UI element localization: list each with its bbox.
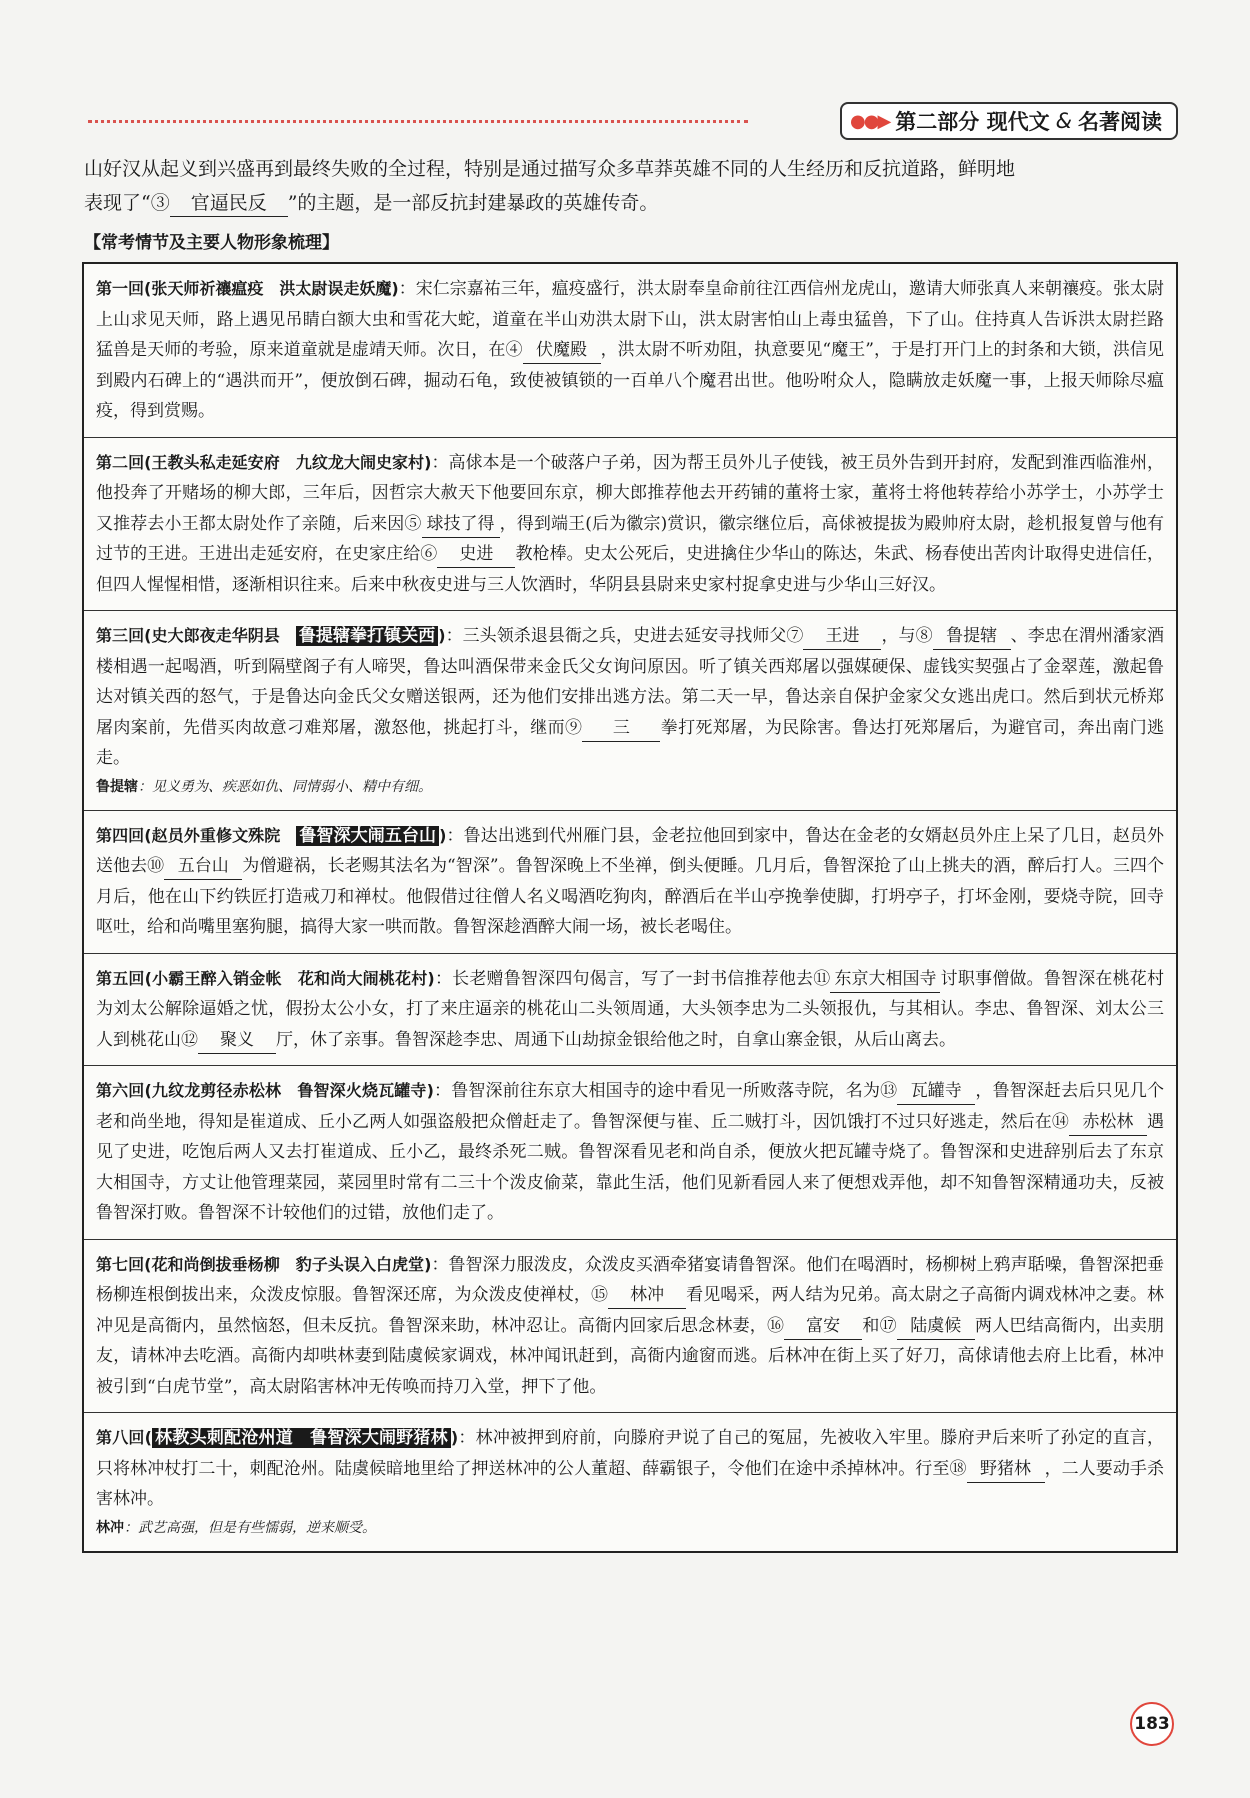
chapter-title: 第五回(小霸王醉入销金帐 花和尚大闹桃花村) [96,968,435,988]
chapter-text: ，与⑧ [881,626,933,646]
chapter-title-highlight: 林教头刺配沧州道 鲁智深大闹野猪林 [152,1428,451,1448]
arrow-icon: ●●▶ [850,110,890,132]
intro-paragraph [84,152,1174,220]
note-text: ：见义勇为、疾恶如仇、同情弱小、精中有细。 [138,778,432,795]
chapter-text: 讨职事僧做。鲁智深在桃花村为刘太公解除逼婚之忧，假扮太公小女，打了来庄逼亲的桃花山二头领周通，大头领李忠为二头领报仇，与其相认。李忠、鲁智深、刘太公三人到桃花山⑫ [96,968,1164,1050]
chapter-5 [84,954,1176,1067]
blank-13: 瓦罐寺 [897,1078,975,1105]
header-label: 第二部分 现代文 [895,110,1050,134]
note-text: ：武艺高强，但是有些懦弱，逆来顺受。 [124,1519,376,1536]
chapter-text: 教枪棒。史太公死后，史进擒住少华山的陈达，朱武、杨春使出苦肉计取得史进信任，但四人惺惺相惜，逐渐相识往来。后来中秋夜史进与三人饮酒时，华阴县县尉来史家村捉拿史进与少华山三好汉。 [96,544,1165,595]
blank-3: 官逼民反 [170,190,288,217]
chapter-table [82,262,1178,1553]
chapter-text: ：林冲被押到府前，向滕府尹说了自己的冤屈，先被收入牢里。滕府尹后来听了孙定的直言，只将林冲杖打二十，刺配沧州。陆虞候暗地里给了押送林冲的公人董超、薛霸银子，令他们在途中杀掉林冲。行至⑱ [96,1428,1165,1479]
blank-18: 野猪林 [967,1456,1045,1483]
chapter-text: 厅，休了亲事。鲁智深趁李忠、周通下山劫掠金银给他之时，自拿山寨金银，从后山离去。 [276,1029,956,1050]
chapter-text: 和⑰ [862,1315,897,1336]
chapter-title: 第三回(史大郎夜走华阴县 [96,626,296,645]
blank-6: 史进 [437,541,515,568]
chapter-text: 拳打死郑屠，为民除害。鲁达打死郑屠后，为避官司，奔出南门逃走。 [96,717,1165,768]
chapter-title-end: ) [439,825,447,845]
chapter-4 [84,811,1176,954]
note-label: 林冲 [96,1519,124,1536]
blank-4: 伏魔殿 [523,337,601,364]
blank-17: 陆虞候 [897,1313,975,1340]
chapter-7 [84,1240,1176,1414]
chapter-text: ，洪太尉不听劝阻，执意要见“魔王”，于是打开门上的封条和大锁，洪信见到殿内石碑上的“遇洪而开”，便放倒石碑，掘动石龟，致使被镇锁的一百单八个魔君出世。他吩咐众人，隐瞒放走妖魔一事，上报天师除尽瘟疫，得到赏赐。 [96,340,1164,421]
character-note [96,774,1164,800]
chapter-title: 第一回(张天师祈禳瘟疫 洪太尉误走妖魔) [96,279,399,298]
blank-5: 球技了得 [422,511,500,538]
chapter-text: ：宋仁宗嘉祐三年，瘟疫盛行，洪太尉奉皇命前往江西信州龙虎山，邀请大师张真人来朝禳疫。张太尉上山求见天师，路上遇见吊睛白额大虫和雪花大蛇，道童在半山劝洪太尉下山，洪太尉害怕山上毒虫猛兽，下了山。住持真人告诉洪太尉拦路猛兽是天师的考验，原来道童就是虚靖天师。次日，在④ [96,279,1164,360]
chapter-text: 为僧避祸，长老赐其法名为“智深”。鲁智深晚上不坐禅，倒头便睡。几月后，鲁智深抢了山上挑夫的酒，醉后打人。三四个月后，他在山下约铁匠打造戒刀和禅杖。他假借过往僧人名义喝酒吃狗肉，醉酒后在半山亭挽拳使脚，打坍亭子，打坏金刚，要烧寺院，回寺呕吐，给和尚嘴里塞狗腿，搞得大家一哄而散。鲁智深趁酒醉大闹一场，被长老喝住。 [96,856,1164,937]
chapter-text: ：长老赠鲁智深四句偈言，写了一封书信推荐他去⑪ [434,968,831,989]
chapter-text: ：鲁智深力服泼皮，众泼皮买酒牵猪宴请鲁智深。他们在喝酒时，杨柳树上鸦声聒噪，鲁智深把垂杨柳连根倒拔出来，众泼皮惊服。鲁智深还席，为众泼皮使禅杖，⑮ [96,1254,1164,1305]
chapter-text: 遇见了史进，吃饱后两人又去打崔道成、丘小乙，最终杀死二贼。鲁智深看见老和尚自杀，便放火把瓦罐寺烧了。鲁智深和史进辞别后去了东京大相国寺，方丈让他管理菜园，菜园里时常有二三十个泼皮偷菜，靠此生活，他们见新看园人来了便想戏弄他，却不知鲁智深精通功夫，反被鲁智深打败。鲁智深不计较他们的过错，放他们走了。 [96,1111,1165,1223]
blank-11: 东京大相国寺 [830,966,940,993]
chapter-text: ：高俅本是一个破落户子弟，因为帮王员外儿子使钱，被王员外告到开封府，发配到淮西临淮州，他投奔了开赌场的柳大郎，三年后，因哲宗大赦天下他要回东京，柳大郎推荐他去开药铺的董将士家，董将士将他转荐给小苏学士，小苏学士又推荐去小王都太尉处作了亲随，后来因⑤ [96,452,1164,534]
chapter-text: 看见喝采，两人结为兄弟。高太尉之子高衙内调戏林冲之妻。林冲见是高衙内，虽然恼怒，但未反抗。鲁智深来助，林冲忍让。高衙内回家后思念林妻，⑯ [96,1285,1165,1336]
chapter-1 [84,264,1176,438]
blank-8: 鲁提辖 [933,623,1011,650]
page-header [88,100,1178,140]
blank-14: 赤松林 [1069,1109,1147,1136]
header-dotted-rule [88,120,748,123]
chapter-text: 、李忠在渭州潘家酒楼相遇一起喝酒，听到隔壁阁子有人啼哭，鲁达叫酒保带来金氏父女询问原因。听了镇关西郑屠以强媒硬保、虚钱实契强占了金翠莲，激起鲁达对镇关西的怒气，于是鲁达向金氏父女赠送银两，还为他们安排出逃方法。第二天一早，鲁达亲自保护金家父女逃出虎口。然后到状元桥郑屠肉案前，先借买肉故意刁难郑屠，激怒他，挑起打斗，继而⑨ [96,626,1165,738]
header-badge [840,102,1178,140]
chapter-text: ，得到端王(后为徽宗)赏识，徽宗继位后，高俅被提拔为殿帅府太尉，趁机报复曾与他有过节的王进。王进出走延安府，在史家庄给⑥ [96,513,1165,564]
chapter-title-highlight: 鲁提辖拳打镇关西 [296,626,438,646]
blank-9: 三 [582,715,660,742]
blank-7: 王进 [803,623,881,650]
intro-line: 表现了“③ [84,192,170,214]
header-label2: 名著阅读 [1078,110,1162,134]
chapter-title: 第七回(花和尚倒拔垂杨柳 豹子头误入白虎堂) [96,1254,432,1274]
chapter-title-end: ) [450,1428,459,1447]
intro-line: ”的主题，是一部反抗封建暴政的英雄传奇。 [287,192,659,214]
section-title: 【常考情节及主要人物形象梳理】 [84,233,339,253]
page-number: 183 [1130,1702,1174,1746]
chapter-text: ：鲁达出逃到代州雁门县，金老拉他回到家中，鲁达在金老的女婿赵员外庄上呆了几日，赵员外送他去⑩ [96,825,1164,876]
chapter-text: ，鲁智深赶去后只见几个老和尚坐地，得知是崔道成、丘小乙两人如强盗般把众僧赶走了。鲁智深便与崔、丘二贼打斗，因饥饿打不过只好逃走，然后在⑭ [96,1081,1164,1132]
chapter-8 [84,1413,1176,1551]
chapter-title: 第六回(九纹龙剪径赤松林 鲁智深火烧瓦罐寺) [96,1081,434,1100]
chapter-2 [84,438,1176,612]
intro-line: 山好汉从起义到兴盛再到最终失败的全过程，特别是通过描写众多草莽英雄不同的人生经历和反抗道路，鲜明地 [84,158,1016,180]
chapter-title-highlight: 鲁智深大闹五台山 [296,826,439,846]
note-label: 鲁提辖 [96,778,138,795]
blank-16: 富安 [784,1313,862,1340]
chapter-3 [84,611,1176,811]
blank-15: 林冲 [608,1282,686,1309]
chapter-text: ：鲁智深前往东京大相国寺的途中看见一所败落寺院，名为⑬ [433,1081,898,1101]
chapter-title: 第八回( [96,1428,152,1447]
blank-10: 五台山 [164,853,242,880]
chapter-title: 第四回(赵员外重修文殊院 [96,825,297,845]
chapter-text: ：三头领杀退县衙之兵，史进去延安寻找师父⑦ [445,626,804,646]
chapter-title-end: ) [438,626,446,645]
blank-12: 聚义 [198,1027,276,1054]
chapter-title: 第二回(王教头私走延安府 九纹龙大闹史家村) [96,452,432,472]
chapter-text: ，二人要动手杀害林冲。 [96,1458,1164,1509]
chapter-text: 两人巴结高衙内，出卖朋友，请林冲去吃酒。高衙内却哄林妻到陆虞候家调戏，林冲闻讯赶到，高衙内逾窗而逃。后林冲在街上买了好刀，高俅请他去府上比看，林冲被引到“白虎节堂”，高太尉陷害林冲无传唤而持刀入堂，押下了他。 [96,1315,1165,1397]
character-note [96,1515,1164,1541]
header-amp: & [1055,109,1072,133]
chapter-6 [84,1066,1176,1240]
